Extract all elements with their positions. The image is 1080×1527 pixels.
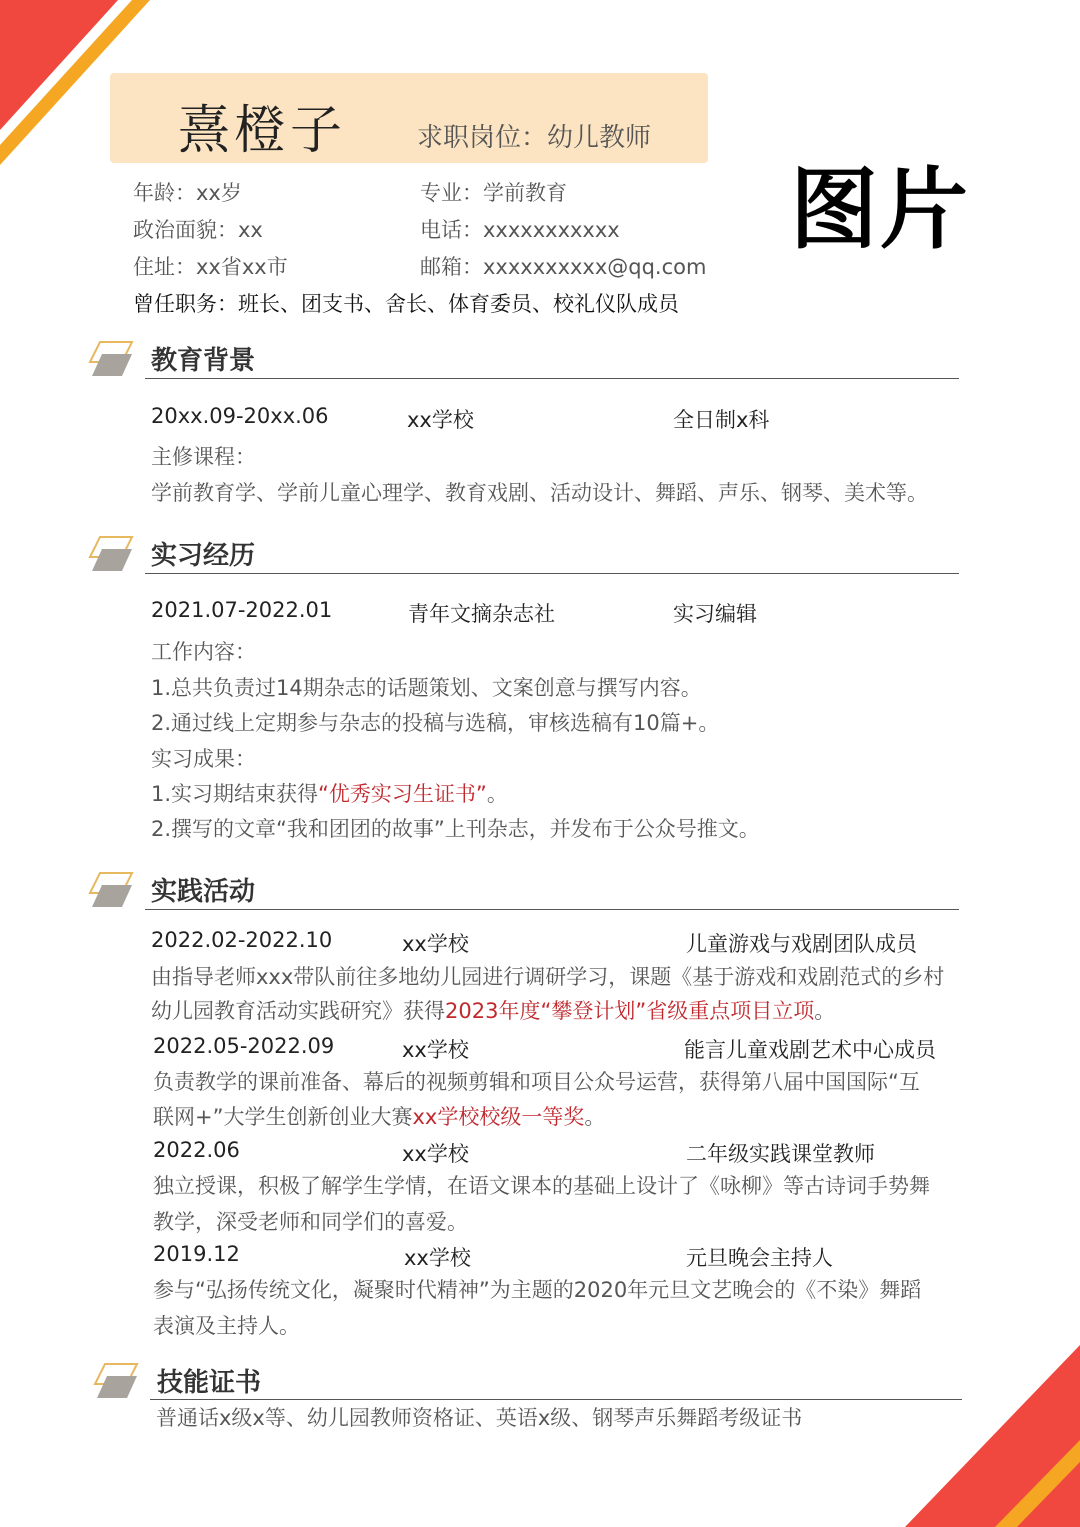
internship-role: 实习编辑 [673,602,757,626]
practice-desc-line: 独立授课，积极了解学生学情，在语文课本的基础上设计了《咏柳》等古诗词手势舞 [153,1174,930,1198]
courses-label: 主修课程： [151,445,256,469]
result-item-1: 1.实习期结束获得“优秀实习生证书”。 [151,782,508,806]
internship-period: 2021.07-2022.01 [151,598,333,622]
practice-desc-line: 幼儿园教育活动实践研究》获得2023年度“攀登计划”省级重点项目立项。 [151,999,836,1023]
highlight-text: “优秀实习生证书” [318,782,487,806]
section-title-practice: 实践活动 [151,877,256,907]
phone-field: 电话：xxxxxxxxxxx [420,218,620,242]
result-item-2: 2.撰写的文章“我和团团的故事”上刊杂志，并发布于公众号推文。 [151,817,760,841]
work-item-1: 1.总共负责过14期杂志的话题策划、文案创意与撰写内容。 [151,676,702,700]
photo-placeholder: 图片 [790,158,971,261]
education-period: 20xx.09-20xx.06 [151,404,329,428]
email-field: 邮箱：xxxxxxxxxx@qq.com [420,255,707,279]
education-school: xx学校 [407,408,474,432]
practice-period: 2022.05-2022.09 [153,1034,335,1058]
skills-list: 普通话x级x等、幼儿园教师资格证、英语x级、钢琴声乐舞蹈考级证书 [156,1406,803,1430]
practice-desc-line: 表演及主持人。 [153,1314,300,1338]
practice-school: xx学校 [402,932,469,956]
practice-role: 儿童游戏与戏剧团队成员 [686,932,917,956]
courses-list: 学前教育学、学前儿童心理学、教育戏剧、活动设计、舞蹈、声乐、钢琴、美术等。 [151,481,928,505]
section-divider [150,1399,962,1400]
major-field: 专业：学前教育 [420,181,567,205]
political-status-field: 政治面貌：xx [133,218,263,242]
practice-role: 元旦晚会主持人 [686,1246,833,1270]
practice-period: 2022.06 [153,1138,240,1162]
highlight-text: xx学校校级一等奖 [412,1105,585,1129]
section-title-education: 教育背景 [151,346,256,376]
practice-school: xx学校 [402,1038,469,1062]
candidate-name: 熹橙子 [178,101,347,161]
practice-period: 2022.02-2022.10 [151,928,333,952]
section-title-skills: 技能证书 [157,1368,262,1398]
positions-held-field: 曾任职务：班长、团支书、舍长、体育委员、校礼仪队成员 [133,292,679,316]
age-field: 年龄：xx岁 [133,181,242,205]
practice-desc-line: 联网+”大学生创新创业大赛xx学校校级一等奖。 [153,1105,606,1129]
section-divider [145,378,959,379]
highlight-text: 2023年度“攀登计划”省级重点项目立项 [445,999,815,1023]
practice-school: xx学校 [402,1142,469,1166]
practice-desc-line: 负责教学的课前准备、幕后的视频剪辑和项目公众号运营，获得第八届中国国际“互 [153,1070,920,1094]
job-title: 求职岗位：幼儿教师 [417,123,652,153]
section-divider [145,909,959,910]
practice-desc-line: 参与“弘扬传统文化，凝聚时代精神”为主题的2020年元旦文艺晚会的《不染》舞蹈 [153,1278,922,1302]
section-divider [145,573,959,574]
section-title-internship: 实习经历 [151,541,256,571]
address-field: 住址：xx省xx市 [133,255,288,279]
education-degree: 全日制x科 [673,408,770,432]
section-emblem-icon [88,340,134,378]
section-emblem-icon [93,1362,139,1400]
practice-period: 2019.12 [153,1242,240,1266]
work-item-2: 2.通过线上定期参与杂志的投稿与选稿，审核选稿有10篇+。 [151,711,720,735]
result-label: 实习成果： [151,747,256,771]
work-label: 工作内容： [151,640,256,664]
practice-school: xx学校 [404,1246,471,1270]
practice-desc-line: 教学，深受老师和同学们的喜爱。 [153,1210,468,1234]
practice-role: 能言儿童戏剧艺术中心成员 [684,1038,936,1062]
practice-desc-line: 由指导老师xxx带队前往多地幼儿园进行调研学习，课题《基于游戏和戏剧范式的乡村 [151,965,945,989]
practice-role: 二年级实践课堂教师 [686,1142,875,1166]
internship-company: 青年文摘杂志社 [408,602,555,626]
section-emblem-icon [88,871,134,909]
section-emblem-icon [88,535,134,573]
